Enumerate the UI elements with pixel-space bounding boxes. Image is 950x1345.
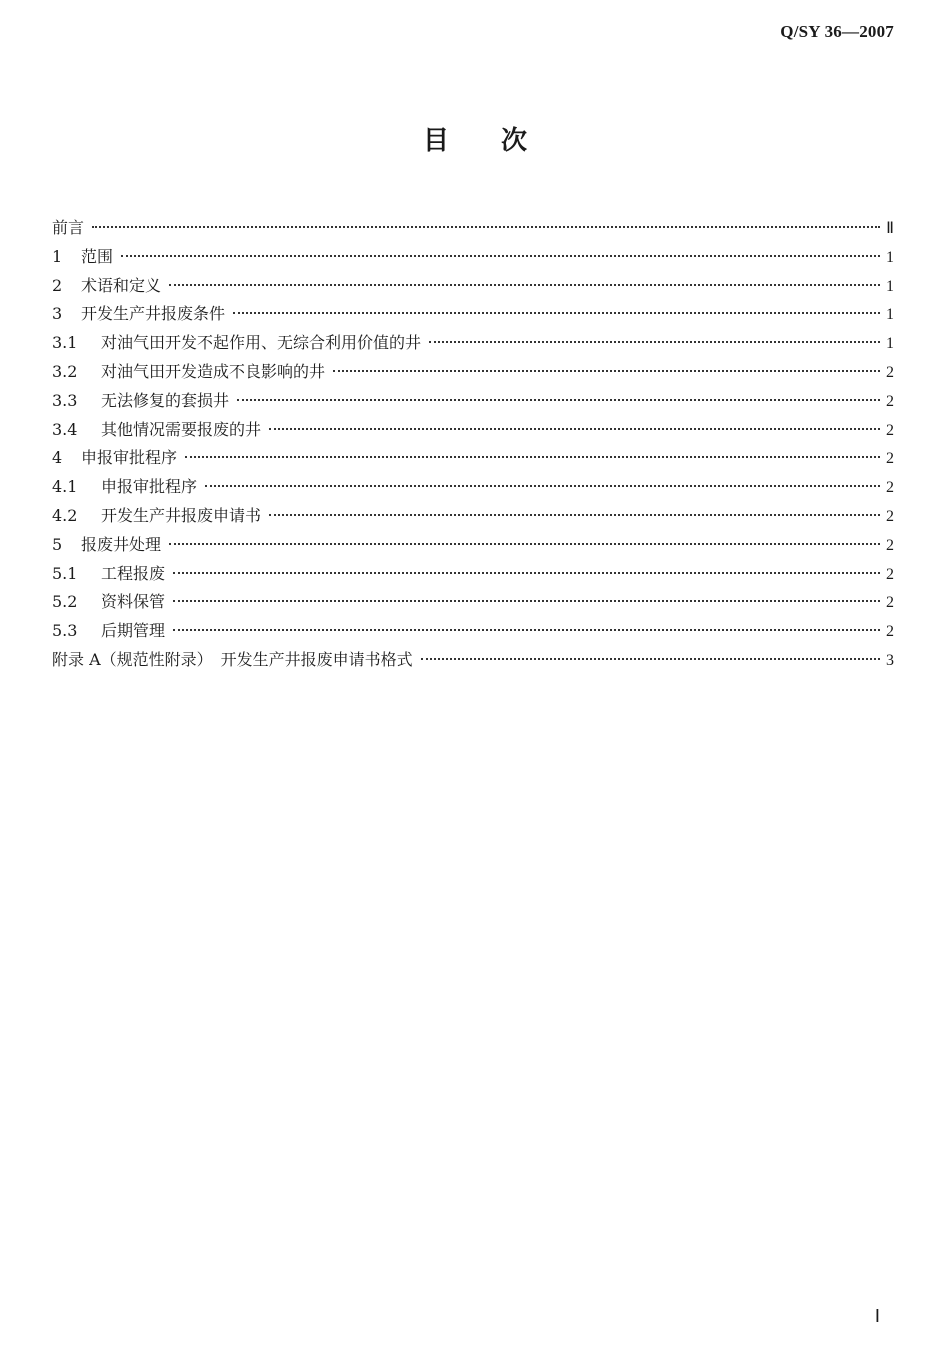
- toc-entry-number: 2: [52, 275, 63, 295]
- toc-entry-label: 资料保管: [101, 592, 166, 612]
- toc-entry-page: 1: [886, 248, 894, 266]
- toc-entry-page: 2: [886, 507, 894, 525]
- toc-entry-page: 2: [886, 594, 894, 612]
- toc-entry-page: 1: [886, 277, 894, 295]
- toc-entry[interactable]: [52, 243, 894, 272]
- toc-entry-number: 4: [52, 448, 63, 468]
- toc-entry-label: 申报审批程序: [81, 448, 178, 468]
- toc-entry[interactable]: [52, 646, 894, 675]
- toc-entry-page: 2: [886, 363, 894, 381]
- toc-entry-label: 前言: [52, 218, 85, 237]
- toc-entry-label: 工程报废: [101, 563, 166, 583]
- toc-entry-label: 对油气田开发造成不良影响的井: [101, 361, 326, 381]
- toc-entry[interactable]: [52, 473, 894, 502]
- toc-entry-page: Ⅱ: [886, 220, 894, 237]
- toc-entry-label: 开发生产井报废申请书: [101, 505, 262, 525]
- toc-entry-page: 1: [886, 306, 894, 324]
- toc-leader-dots: [121, 255, 880, 257]
- toc-leader-dots: [269, 428, 880, 430]
- toc-entry[interactable]: [52, 617, 894, 646]
- toc-entry[interactable]: [52, 502, 894, 531]
- toc-entry-number: 3.2: [52, 361, 78, 381]
- toc-leader-dots: [169, 284, 880, 286]
- toc-entry-label: 范围: [81, 246, 114, 266]
- toc-entry[interactable]: [52, 531, 894, 560]
- toc-leader-dots: [173, 572, 880, 574]
- toc-entry[interactable]: [52, 214, 894, 243]
- toc-entry[interactable]: [52, 272, 894, 301]
- toc-entry[interactable]: [52, 560, 894, 589]
- toc-leader-dots: [237, 399, 880, 401]
- toc-title: 目 次: [422, 126, 527, 156]
- toc-entry-label: 其他情况需要报废的井: [101, 419, 262, 439]
- toc-entry-label: 对油气田开发不起作用、无综合利用价值的井: [101, 333, 422, 353]
- toc-entry-label: 报废井处理: [81, 534, 162, 554]
- toc-leader-dots: [185, 456, 880, 458]
- toc-entry-label: 术语和定义: [81, 275, 162, 295]
- toc-leader-dots: [92, 226, 880, 228]
- toc-entry-number: 3.3: [52, 390, 78, 410]
- toc-entry-label: 后期管理: [101, 621, 166, 641]
- toc-entry-page: 2: [886, 421, 894, 439]
- toc-entry[interactable]: [52, 300, 894, 329]
- toc-entry-label: 申报审批程序: [101, 477, 198, 497]
- toc-leader-dots: [421, 658, 880, 660]
- toc-entry-number: 5.2: [52, 592, 78, 612]
- toc-entry-page: 2: [886, 450, 894, 468]
- page-number: Ⅰ: [874, 1306, 880, 1326]
- toc-entry-page: 3: [886, 651, 894, 669]
- toc-entry-label: 开发生产井报废条件: [81, 304, 226, 324]
- toc-entry-number: 4.2: [52, 505, 78, 525]
- toc-entry-page: 2: [886, 536, 894, 554]
- toc-entry-number: 5.3: [52, 621, 78, 641]
- toc-leader-dots: [333, 370, 880, 372]
- toc-leader-dots: [269, 514, 880, 516]
- toc-leader-dots: [173, 600, 880, 602]
- toc-entry[interactable]: [52, 358, 894, 387]
- toc-entry-number: 5: [52, 534, 63, 554]
- toc-entry[interactable]: [52, 416, 894, 445]
- toc-entry-page: 1: [886, 335, 894, 353]
- toc-entry[interactable]: [52, 588, 894, 617]
- document-code: Q/SY 36—2007: [780, 22, 894, 41]
- toc-entry-page: 2: [886, 565, 894, 583]
- toc-leader-dots: [169, 543, 880, 545]
- table-of-contents: [52, 214, 894, 675]
- toc-entry-number: 1: [52, 246, 63, 266]
- toc-entry-label: 无法修复的套损井: [101, 390, 230, 410]
- toc-entry-page: 2: [886, 392, 894, 410]
- toc-entry[interactable]: [52, 387, 894, 416]
- toc-entry[interactable]: [52, 444, 894, 473]
- toc-entry-number: 3: [52, 304, 63, 324]
- toc-leader-dots: [205, 485, 880, 487]
- toc-entry-label: 附录 A（规范性附录） 开发生产井报废申请书格式: [52, 649, 413, 669]
- toc-entry-page: 2: [886, 479, 894, 497]
- toc-entry-number: 3.1: [52, 333, 78, 353]
- toc-entry[interactable]: [52, 329, 894, 358]
- toc-entry-page: 2: [886, 623, 894, 641]
- toc-entry-number: 3.4: [52, 419, 78, 439]
- toc-leader-dots: [233, 312, 880, 314]
- toc-entry-number: 5.1: [52, 563, 78, 583]
- toc-leader-dots: [173, 629, 880, 631]
- toc-entry-number: 4.1: [52, 477, 78, 497]
- toc-leader-dots: [429, 341, 880, 343]
